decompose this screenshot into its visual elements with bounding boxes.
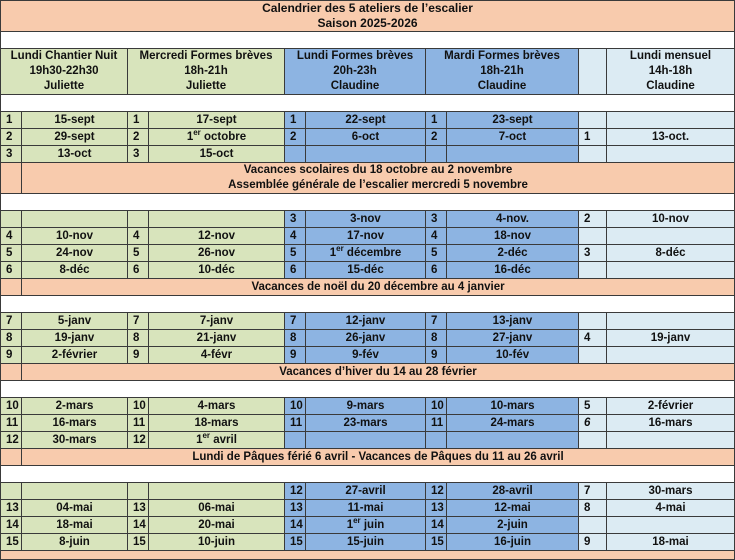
session-number: 4 (426, 228, 447, 245)
session-number: 12 (1, 432, 22, 449)
session-date: 16-déc (447, 262, 579, 279)
session-date: 10-nov (607, 211, 735, 228)
session-number (1, 211, 22, 228)
column-header-lundi-claudine (285, 49, 426, 95)
session-number: 6 (285, 262, 306, 279)
session-date: 18-mai (607, 534, 735, 551)
holiday-row (1, 364, 735, 381)
session-date: 17-sept (149, 112, 285, 129)
session-date: 2-déc (447, 245, 579, 262)
session-number: 4 (579, 330, 607, 347)
session-date: 9-fév (306, 347, 426, 364)
session-date: 26-nov (149, 245, 285, 262)
date-text-part: juin (360, 518, 385, 531)
session-date: 30-mars (22, 432, 128, 449)
session-row (1, 211, 735, 228)
column-header-mardi (426, 49, 579, 95)
session-date (306, 245, 426, 262)
spacer-cell (1, 194, 735, 211)
spacer-row (1, 194, 735, 211)
session-number: 12 (426, 483, 447, 500)
session-date: 6-oct (306, 129, 426, 146)
session-date: 7-janv (149, 313, 285, 330)
session-number: 13 (1, 500, 22, 517)
session-date: 12-mai (447, 500, 579, 517)
session-number: 15 (285, 534, 306, 551)
session-date: 2-juin (447, 517, 579, 534)
session-number (128, 211, 149, 228)
session-date: 16-mars (22, 415, 128, 432)
session-date: 2-février (22, 347, 128, 364)
header-day: Mardi Formes brèves (444, 50, 560, 62)
session-number: 3 (128, 146, 149, 163)
session-number: 15 (128, 534, 149, 551)
session-date (22, 211, 128, 228)
session-number: 8 (579, 500, 607, 517)
session-date: 24-nov (22, 245, 128, 262)
holiday-row (1, 279, 735, 296)
session-number (579, 517, 607, 534)
calendar-body (1, 1, 735, 560)
session-date: 29-sept (22, 129, 128, 146)
session-row (1, 432, 735, 449)
session-number: 6 (1, 262, 22, 279)
session-date (149, 211, 285, 228)
session-number: 1 (1, 112, 22, 129)
date-text-part: décembre (343, 246, 402, 259)
session-number: 9 (285, 347, 306, 364)
session-number: 11 (128, 415, 149, 432)
spacer-row (1, 296, 735, 313)
session-date: 15-sept (22, 112, 128, 129)
session-row (1, 129, 735, 146)
header-host: Claudine (330, 80, 380, 92)
session-number: 9 (426, 347, 447, 364)
session-date (149, 432, 285, 449)
header-day: Lundi Formes brèves (296, 50, 414, 62)
session-date: 16-mars (607, 415, 735, 432)
session-number: 8 (1, 330, 22, 347)
session-date: 19-janv (22, 330, 128, 347)
session-number: 5 (426, 245, 447, 262)
session-number: 1 (285, 112, 306, 129)
header-row (1, 49, 735, 95)
session-row (1, 347, 735, 364)
title-line-2: Saison 2025-2026 (317, 16, 418, 30)
session-number: 4 (1, 228, 22, 245)
holiday-margin (1, 279, 22, 296)
session-date: 16-juin (447, 534, 579, 551)
header-hours: 18h-21h (480, 65, 524, 77)
session-date: 10-mars (447, 398, 579, 415)
holiday-note-line: Assemblée générale de l’escalier mercredi 5 novembre (228, 179, 528, 191)
session-date: 8-déc (22, 262, 128, 279)
holiday-margin (1, 449, 22, 466)
session-number: 7 (426, 313, 447, 330)
session-date: 24-mars (447, 415, 579, 432)
session-number: 12 (128, 432, 149, 449)
session-number (579, 228, 607, 245)
session-number: 2 (285, 129, 306, 146)
session-number: 2 (1, 129, 22, 146)
session-number: 7 (128, 313, 149, 330)
session-date: 21-janv (149, 330, 285, 347)
ordinal-suffix: er (202, 431, 211, 440)
session-row (1, 313, 735, 330)
session-date: 04-mai (22, 500, 128, 517)
session-date: 4-févr (149, 347, 285, 364)
session-row (1, 245, 735, 262)
session-date: 27-janv (447, 330, 579, 347)
session-date: 7-oct (447, 129, 579, 146)
session-date (607, 432, 735, 449)
holiday-note-line: Vacances d’hiver du 14 au 28 février (279, 365, 477, 378)
session-number: 13 (285, 500, 306, 517)
header-hours: 18h-21h (184, 65, 228, 77)
holiday-note (22, 163, 735, 194)
session-number: 9 (579, 534, 607, 551)
session-date: 4-mars (149, 398, 285, 415)
session-number: 8 (285, 330, 306, 347)
session-date (149, 483, 285, 500)
session-number: 3 (1, 146, 22, 163)
session-date: 13-oct. (607, 129, 735, 146)
session-number: 15 (1, 534, 22, 551)
session-row (1, 112, 735, 129)
session-date (22, 483, 128, 500)
session-date: 28-avril (447, 483, 579, 500)
spacer-cell (1, 466, 735, 483)
header-hours: 20h-23h (333, 65, 377, 77)
session-date (306, 146, 426, 163)
session-number: 2 (128, 129, 149, 146)
header-day: Mercredi Formes brèves (139, 50, 273, 62)
page-title (1, 1, 735, 32)
session-date: 23-sept (447, 112, 579, 129)
session-row (1, 330, 735, 347)
session-date (447, 146, 579, 163)
session-number: 5 (1, 245, 22, 262)
session-date: 18-mai (22, 517, 128, 534)
spacer-row (1, 32, 735, 49)
session-number (128, 483, 149, 500)
session-date: 2-mars (22, 398, 128, 415)
session-row (1, 228, 735, 245)
session-date (447, 432, 579, 449)
session-number: 1 (426, 112, 447, 129)
session-date: 3-nov (306, 211, 426, 228)
session-number: 6 (128, 262, 149, 279)
ordinal-suffix: er (193, 128, 201, 137)
date-text-part: octobre (200, 130, 247, 143)
spacer-cell (1, 95, 735, 112)
session-date (607, 262, 735, 279)
session-number: 1 (579, 129, 607, 146)
session-date: 9-mars (306, 398, 426, 415)
header-hours: 19h30-22h30 (29, 65, 99, 77)
title-line-1: Calendrier des 5 ateliers de l’escalier (262, 1, 473, 15)
holiday-margin (1, 163, 22, 194)
session-number: 14 (426, 517, 447, 534)
session-number: 5 (128, 245, 149, 262)
session-date: 22-sept (306, 112, 426, 129)
session-number: 10 (1, 398, 22, 415)
session-number: 1 (128, 112, 149, 129)
session-date: 17-nov (306, 228, 426, 245)
session-number (285, 146, 306, 163)
session-number (285, 432, 306, 449)
column-header-lundi-nuit (1, 49, 128, 95)
session-date: 4-mai (607, 500, 735, 517)
spacer-cell (1, 296, 735, 313)
session-date (306, 517, 426, 534)
session-date: 8-juin (22, 534, 128, 551)
session-date: 20-mai (149, 517, 285, 534)
session-date: 06-mai (149, 500, 285, 517)
holiday-note (22, 279, 735, 296)
session-number: 9 (1, 347, 22, 364)
column-header-mensuel-num (579, 49, 607, 95)
session-number: 6 (426, 262, 447, 279)
footer-band (1, 551, 735, 560)
header-host: Juliette (43, 80, 85, 92)
session-number: 2 (579, 211, 607, 228)
session-date (607, 146, 735, 163)
session-number (426, 146, 447, 163)
session-date: 10-fév (447, 347, 579, 364)
holiday-note-line: Lundi de Pâques férié 6 avril - Vacances de Pâques du 11 au 26 avril (192, 450, 564, 463)
session-number (579, 262, 607, 279)
session-date (607, 517, 735, 534)
session-date (149, 129, 285, 146)
session-row (1, 415, 735, 432)
session-date: 23-mars (306, 415, 426, 432)
column-header-mercredi (128, 49, 285, 95)
header-hours: 14h-18h (648, 65, 693, 77)
session-date: 13-oct (22, 146, 128, 163)
session-row (1, 517, 735, 534)
holiday-row (1, 163, 735, 194)
session-number: 15 (426, 534, 447, 551)
session-row (1, 483, 735, 500)
session-number: 2 (426, 129, 447, 146)
session-date: 15-déc (306, 262, 426, 279)
header-host: Claudine (477, 80, 527, 92)
session-number (1, 483, 22, 500)
header-day: Lundi Chantier Nuit (10, 50, 118, 62)
session-row (1, 146, 735, 163)
footer-row (1, 551, 735, 560)
session-date: 18-nov (447, 228, 579, 245)
session-date: 19-janv (607, 330, 735, 347)
session-number (579, 347, 607, 364)
session-number: 11 (426, 415, 447, 432)
session-number (579, 146, 607, 163)
session-row (1, 398, 735, 415)
session-number: 14 (1, 517, 22, 534)
holiday-note-line: Vacances scolaires du 18 octobre au 2 novembre (243, 164, 513, 176)
session-number: 14 (128, 517, 149, 534)
session-number (426, 432, 447, 449)
holiday-note-line: Vacances de noël du 20 décembre au 4 janvier (251, 280, 505, 293)
session-number: 9 (128, 347, 149, 364)
session-number (579, 112, 607, 129)
spacer-cell (1, 381, 735, 398)
session-number: 11 (285, 415, 306, 432)
session-number: 8 (128, 330, 149, 347)
session-number: 5 (579, 398, 607, 415)
session-number: 7 (285, 313, 306, 330)
session-date (607, 313, 735, 330)
session-date: 27-avril (306, 483, 426, 500)
holiday-row (1, 449, 735, 466)
session-date (607, 112, 735, 129)
spacer-row (1, 381, 735, 398)
session-date: 12-nov (149, 228, 285, 245)
session-date: 26-janv (306, 330, 426, 347)
title-row (1, 1, 735, 32)
session-row (1, 262, 735, 279)
date-text-part: 1 (196, 433, 203, 446)
date-text-part: 1 (329, 246, 337, 259)
session-number: 3 (579, 245, 607, 262)
session-number: 3 (426, 211, 447, 228)
session-number: 8 (426, 330, 447, 347)
session-number: 13 (128, 500, 149, 517)
holiday-margin (1, 364, 22, 381)
session-date: 8-déc (607, 245, 735, 262)
session-number: 13 (426, 500, 447, 517)
session-date: 4-nov. (447, 211, 579, 228)
spacer-row (1, 466, 735, 483)
session-number: 14 (285, 517, 306, 534)
session-date: 10-juin (149, 534, 285, 551)
session-date: 2-février (607, 398, 735, 415)
session-date: 5-janv (22, 313, 128, 330)
session-date (607, 228, 735, 245)
session-date: 30-mars (607, 483, 735, 500)
session-date: 11-mai (306, 500, 426, 517)
session-number: 10 (128, 398, 149, 415)
column-header-mensuel (607, 49, 735, 95)
ordinal-suffix: er (336, 244, 344, 253)
session-date: 10-déc (149, 262, 285, 279)
session-row (1, 500, 735, 517)
session-date: 18-mars (149, 415, 285, 432)
session-number: 10 (285, 398, 306, 415)
session-number (579, 432, 607, 449)
session-date: 13-janv (447, 313, 579, 330)
spacer-row (1, 95, 735, 112)
session-number: 11 (1, 415, 22, 432)
session-number: 3 (285, 211, 306, 228)
header-host: Juliette (185, 80, 227, 92)
session-number: 4 (128, 228, 149, 245)
session-row (1, 534, 735, 551)
session-number: 7 (579, 483, 607, 500)
holiday-note (22, 449, 735, 466)
date-text-part: 1 (186, 130, 194, 143)
holiday-note (22, 364, 735, 381)
date-text-part: avril (210, 433, 237, 446)
session-number: 5 (285, 245, 306, 262)
session-number: 7 (1, 313, 22, 330)
session-date: 10-nov (22, 228, 128, 245)
session-date (607, 347, 735, 364)
session-number: 12 (285, 483, 306, 500)
session-number: 10 (426, 398, 447, 415)
header-host: Claudine (646, 80, 695, 92)
ordinal-suffix: er (353, 516, 361, 525)
session-date: 15-oct (149, 146, 285, 163)
session-number (579, 313, 607, 330)
session-number: 4 (285, 228, 306, 245)
header-day: Lundi mensuel (629, 50, 712, 62)
date-text-part: 1 (346, 518, 354, 531)
session-date: 15-juin (306, 534, 426, 551)
session-date: 12-janv (306, 313, 426, 330)
spacer-cell (1, 32, 735, 49)
session-number: 6 (579, 415, 607, 432)
session-date (306, 432, 426, 449)
